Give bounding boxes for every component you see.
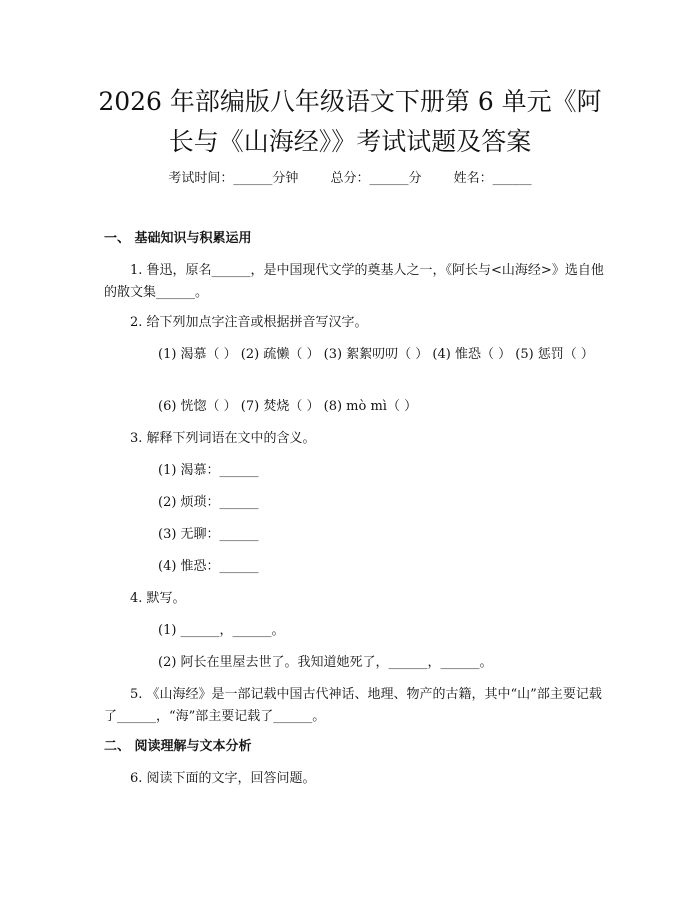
- question-3-item-3: (3) 无聊：______: [158, 527, 259, 542]
- question-2-items-a: (1) 渴慕（ ） (2) 疏懒（ ） (3) 絮絮叨叨（ ） (4) 惟恐（ ） (5) 惩罚（ ）: [158, 347, 594, 362]
- question-4-item-2: (2) 阿长在里屋去世了。我知道她死了，______，______。: [158, 655, 493, 670]
- question-5: 5. 《山海经》是一部记载中国古代神话、地理、物产的古籍，其中“山”部主要记载了______，“海”部主要记载了______。: [104, 687, 602, 724]
- question-4-item-1: (1) ______，______。: [158, 623, 285, 638]
- question-3: 3. 解释下列词语在文中的含义。: [130, 431, 316, 446]
- question-2: 2. 给下列加点字注音或根据拼音写汉字。: [130, 315, 368, 330]
- title-line-2: 长与《山海经》》考试试题及答案: [168, 127, 532, 156]
- question-1: 1. 鲁迅，原名______，是中国现代文学的奠基人之一，《阿长与<山海经>》选自他的散文集______。: [104, 263, 604, 300]
- student-name-field: 姓名：______: [453, 171, 532, 186]
- question-4: 4. 默写。: [130, 591, 186, 606]
- question-3-item-2: (2) 烦琐：______: [158, 495, 259, 510]
- question-2-items-b: (6) 恍惚（ ） (7) 焚烧（ ） (8) mò mì（ ）: [158, 399, 418, 414]
- exam-time-field: 考试时间：______分钟: [168, 171, 299, 186]
- question-3-item-1: (1) 渴慕：______: [158, 463, 259, 478]
- exam-title: [60, 82, 640, 162]
- section-heading-1: 一、 基础知识与积累运用: [104, 231, 252, 246]
- title-line-1: 2026 年部编版八年级语文下册第 6 单元《阿: [98, 87, 602, 116]
- question-6: 6. 阅读下面的文字，回答问题。: [130, 771, 316, 786]
- exam-info: [0, 170, 700, 188]
- question-3-item-4: (4) 惟恐：______: [158, 559, 259, 574]
- section-heading-2: 二、 阅读理解与文本分析: [104, 739, 252, 754]
- total-score-field: 总分：______分: [330, 171, 422, 186]
